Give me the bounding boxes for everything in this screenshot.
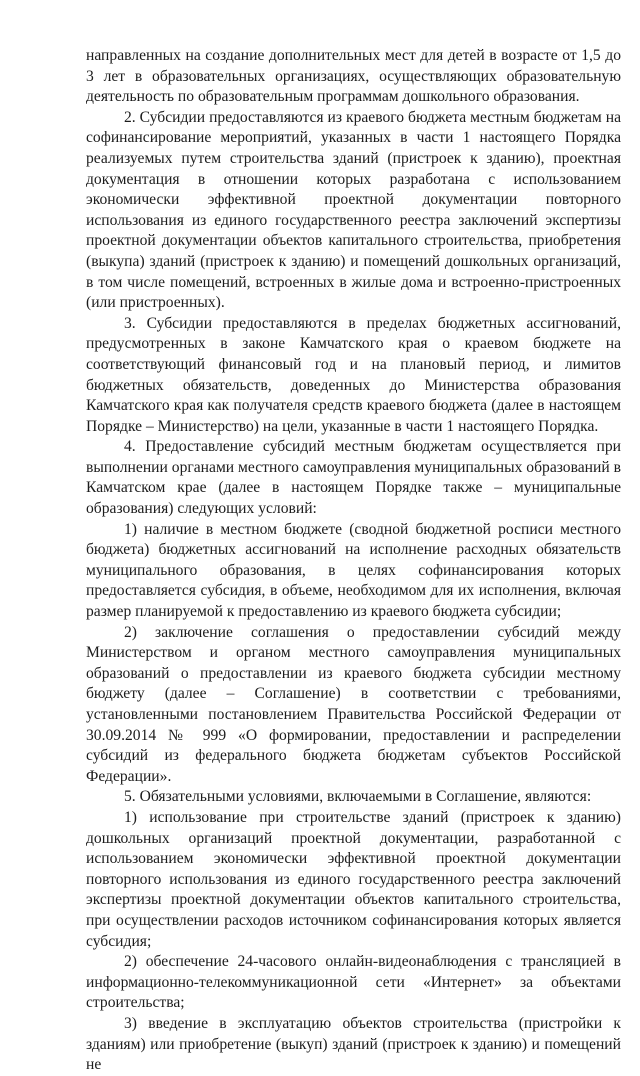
- paragraph-5-item-3: 3) введение в эксплуатацию объектов строительства (пристройки к зданиям) или приобретение (выкуп) зданий (пристроек к зданию) и помещений не: [86, 1014, 621, 1074]
- paragraph-4-item-2: 2) заключение соглашения о предоставлении субсидий между Министерством и органом местного самоуправления муниципальных образований о предоставлении из краевого бюджета субсидии местному бюджету (далее – Соглашение) в соответствии с требованиями, установленными постановлением Правительства Российской Федерации от 30.09.2014 № 999 «О формировании, предоставлении и распределении субсидий из федерального бюджета бюджетам субъектов Российской Федерации».: [86, 623, 621, 785]
- paragraph-continuation: направленных на создание дополнительных мест для детей в возрасте от 1,5 до 3 лет в образовательных организациях, осуществляющих образовательную деятельность по образовательным программам дошкольного образования.: [86, 47, 621, 106]
- paragraph-2: 2. Субсидии предоставляются из краевого бюджета местным бюджетам на софинансирование мероприятий, указанных в части 1 настоящего Порядка реализуемых путем строительства зданий (пристроек к зданию), проектная документация в отношении которых разработана с использованием экономически эффективной проектной документации повторного использования из единого государственного реестра заключений экспертизы проектной документации объектов капитального строительства, приобретения (выкупа) зданий (пристроек к зданию) и помещений дошкольных организаций, в том числе помещений, встроенных в жилые дома и встроенно-пристроенных (или пристроенных).: [86, 108, 621, 312]
- paragraph-5-item-1: 1) использование при строительстве зданий (пристроек к зданию) дошкольных организаций проектной документации, разработанной с использованием экономически эффективной проектной документации повторного использования из единого государственного реестра заключений экспертизы проектной документации объектов капитального строительства, при осуществлении расходов источником софинансирования которых является субсидия;: [86, 808, 621, 950]
- paragraph-3: 3. Субсидии предоставляются в пределах бюджетных ассигнований, предусмотренных в законе Камчатского края о краевом бюджете на соответствующий финансовый год и на плановый период, и лимитов бюджетных обязательств, доведенных до Министерства образования Камчатского края как получателя средств краевого бюджета (далее в настоящем Порядке – Министерство) на цели, указанные в части 1 настоящего Порядка.: [86, 314, 621, 435]
- paragraph-4: 4. Предоставление субсидий местным бюджетам осуществляется при выполнении органами местного самоуправления муниципальных образований в Камчатском крае (далее в настоящем Порядке также – муниципальные образования) следующих условий:: [86, 438, 621, 518]
- paragraph-5: 5. Обязательными условиями, включаемыми в Соглашение, являются:: [124, 788, 592, 806]
- paragraph-5-item-2: 2) обеспечение 24-часового онлайн-видеонаблюдения с трансляцией в информационно-телекоммуникационной сети «Интернет» за объектами строительства;: [86, 953, 621, 1012]
- document-body: [86, 46, 621, 1076]
- paragraph-4-item-1: 1) наличие в местном бюджете (сводной бюджетной росписи местного бюджета) бюджетных ассигнований на исполнение расходных обязательств муниципального образования, в целях софинансирования которых предоставляется субсидия, в объеме, необходимом для их исполнения, включая размер планируемой к предоставлению из краевого бюджета субсидии;: [86, 520, 621, 621]
